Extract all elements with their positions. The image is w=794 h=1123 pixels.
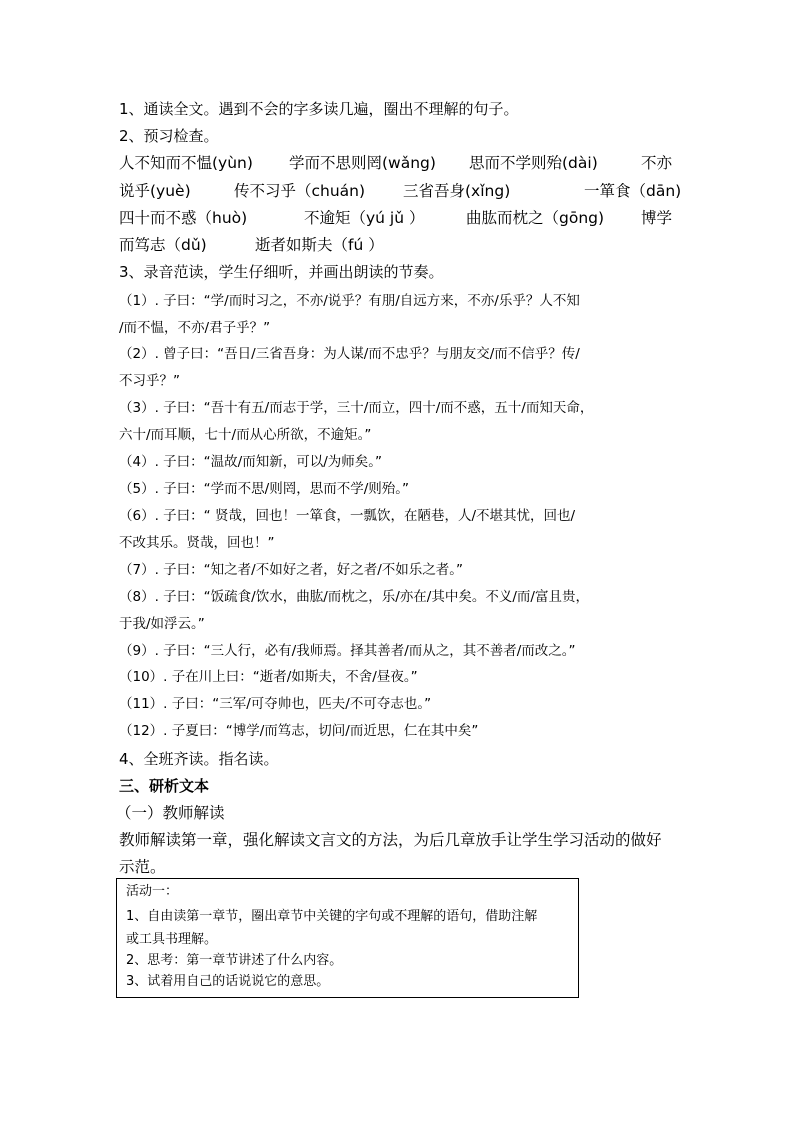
- pinyin-item: 而笃志（dǔ): [119, 236, 207, 254]
- pinyin-item: 逝者如斯夫（fú ）: [255, 236, 384, 254]
- quote-line: （2）. 曾子曰：“吾日/三省吾身：为人谋/而不忠乎？与朋友交/而不信乎？传/: [119, 346, 580, 362]
- activity-line: 2、思考：第一章节讲述了什么内容。: [126, 953, 343, 968]
- pinyin-item: 不亦: [641, 154, 673, 172]
- pinyin-item: 思而不学则殆(dài): [469, 154, 598, 172]
- pinyin-item: 不逾矩（yú jǔ ）: [304, 209, 425, 227]
- paragraph-line: 示范。: [119, 858, 166, 876]
- pinyin-item: 博学: [641, 209, 673, 227]
- quote-line: （10）. 子在川上曰：“逝者/如斯夫，不舍/昼夜。”: [119, 669, 418, 685]
- pinyin-item: 四十而不惑（huò): [119, 209, 248, 227]
- quote-line: 六十/而耳顺，七十/而从心所欲，不逾矩。”: [119, 427, 372, 443]
- quote-line: （9）. 子曰：“三人行，必有/我师焉。择其善者/而从之，其不善者/而改之。”: [119, 643, 576, 659]
- activity-box: [116, 878, 579, 998]
- activity-line: 1、自由读第一章节，圈出章节中关键的字句或不理解的语句，借助注解: [126, 909, 538, 924]
- quote-line: （3）. 子曰：“吾十有五/而志于学，三十/而立，四十/而不惑，五十/而知天命，: [119, 400, 594, 416]
- quote-line: （1）. 子曰：“学/而时习之，不亦/说乎？有朋/自远方来，不亦/乐乎？人不知: [119, 293, 580, 309]
- pinyin-item: 三省吾身(xǐng): [403, 182, 511, 200]
- activity-line: 或工具书理解。: [126, 932, 218, 947]
- pinyin-item: 一箪食（dān): [584, 182, 682, 200]
- pinyin-item: 曲肱而枕之（gōng): [466, 209, 605, 227]
- pinyin-item: 传不习乎（chuán): [234, 182, 366, 200]
- activity-line: 3、试着用自己的话说说它的意思。: [126, 974, 330, 989]
- step-1: 1、通读全文。遇到不会的字多读几遍，圈出不理解的句子。: [119, 100, 519, 118]
- quote-line: （11）. 子曰：“三军/可夺帅也，匹夫/不可夺志也。”: [119, 696, 432, 712]
- pinyin-item: 学而不思则罔(wǎng): [289, 154, 436, 172]
- quote-line: （8）. 子曰：“饭疏食/饮水，曲肱/而枕之，乐/亦在/其中矣。不义/而/富且贵，: [119, 589, 589, 605]
- quote-line: 于我/如浮云。”: [119, 616, 205, 632]
- quote-line: （7）. 子曰：“知之者/不如好之者，好之者/不如乐之者。”: [119, 562, 464, 578]
- quote-line: （4）. 子曰：“温故/而知新，可以/为师矣。”: [119, 454, 383, 470]
- quote-line: （5）. 子曰：“学而不思/则罔，思而不学/则殆。”: [119, 481, 410, 497]
- subsection-heading: （一）教师解读: [116, 804, 225, 822]
- quote-line: （6）. 子曰：“ 贤哉，回也！一箪食，一瓢饮，在陋巷，人/不堪其忧，回也/: [119, 508, 576, 524]
- quote-line: 不习乎？”: [119, 373, 180, 389]
- quote-line: /而不愠，不亦/君子乎？”: [119, 320, 271, 336]
- section-heading: 三、研析文本: [119, 777, 210, 795]
- step-4: 4、全班齐读。指名读。: [119, 750, 279, 768]
- pinyin-item: 人不知而不愠(yùn): [119, 154, 253, 172]
- pinyin-item: 说乎(yuè): [119, 182, 191, 200]
- activity-title: 活动一：: [126, 884, 179, 899]
- step-2: 2、预习检查。: [119, 127, 219, 145]
- quote-line: 不改其乐。贤哉，回也！”: [119, 535, 275, 551]
- quote-line: （12）. 子夏曰：“博学/而笃志，切问/而近思，仁在其中矣”: [119, 723, 479, 739]
- paragraph-line: 教师解读第一章，强化解读文言文的方法，为后几章放手让学生学习活动的做好: [119, 831, 662, 849]
- step-3: 3、录音范读，学生仔细听，并画出朗读的节奏。: [119, 263, 444, 281]
